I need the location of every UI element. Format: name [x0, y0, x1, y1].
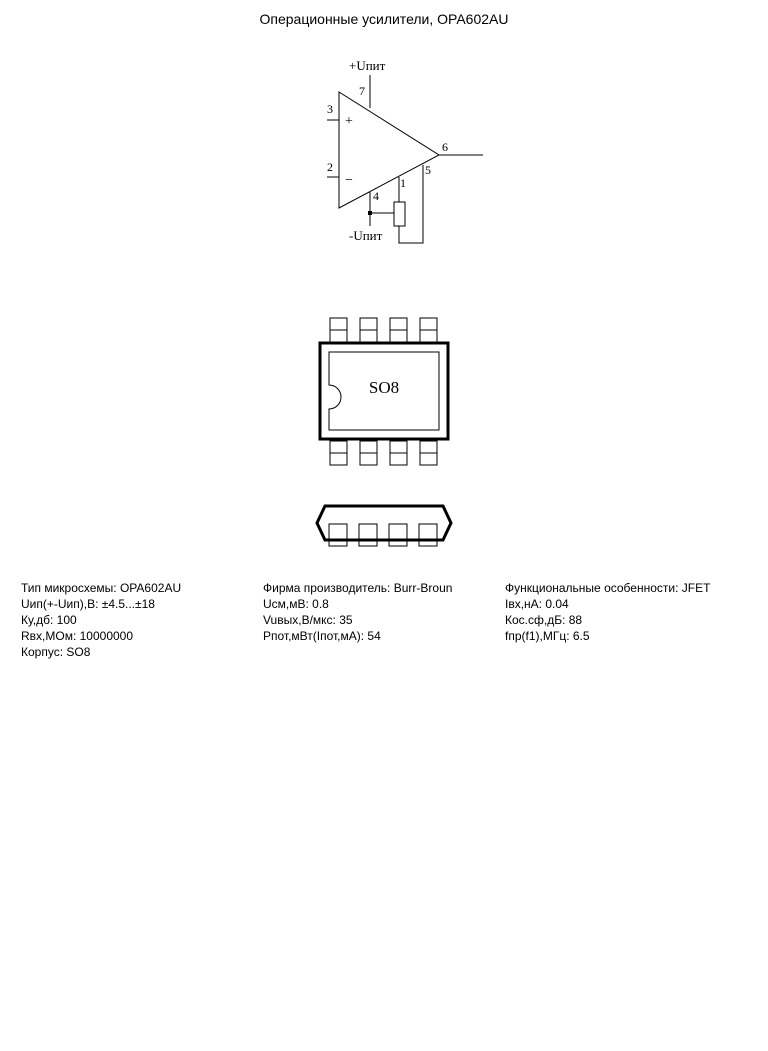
spec-bandwidth: fпр(f1),МГц: 6.5: [505, 629, 590, 643]
side-pin: [329, 524, 347, 546]
spec-input-current: Iвх,нА: 0.04: [505, 597, 569, 611]
pin-3-label: 3: [327, 102, 333, 116]
side-body: [317, 506, 451, 540]
pin-5-label: 5: [425, 163, 431, 177]
specs-column-1: [21, 580, 181, 660]
pin-7-label: 7: [359, 84, 365, 98]
package-label: SO8: [368, 378, 400, 397]
spec-offset-voltage: Uсм,мВ: 0.8: [263, 597, 329, 611]
spec-supply-voltage: Uип(+-Uип),В: ±4.5...±18: [21, 597, 155, 611]
spec-gain: Ку,дб: 100: [21, 613, 77, 627]
pin-4-label: 4: [373, 189, 379, 203]
specs-column-2: [263, 580, 452, 644]
spec-power: Pпот,мВт(Iпот,мА): 54: [263, 629, 381, 643]
page-title: Операционные усилители, OPA602AU: [259, 11, 509, 27]
spec-input-resistance: Rвх,МОм: 10000000: [21, 629, 134, 643]
spec-chip-type: Тип микросхемы: OPA602AU: [21, 581, 182, 595]
specs-column-3: [505, 580, 710, 644]
spec-features: Функциональные особенности: JFET: [505, 581, 711, 595]
minus-sign: −: [345, 173, 353, 188]
pin-1-label: 1: [400, 176, 406, 190]
pin-6-label: 6: [442, 140, 448, 154]
spec-slew-rate: Vuвых,В/мкс: 35: [263, 613, 353, 627]
side-pin: [389, 524, 407, 546]
supply-pos-label: +Uпит: [349, 58, 386, 73]
side-pin: [359, 524, 377, 546]
plus-sign: +: [345, 114, 353, 129]
spec-manufacturer: Фирма производитель: Burr-Broun: [263, 581, 453, 595]
pin-2-label: 2: [327, 160, 333, 174]
supply-neg-label: -Uпит: [349, 228, 383, 243]
spec-package: Корпус: SO8: [21, 645, 91, 659]
side-pin: [419, 524, 437, 546]
spec-cmrr: Кос.сф,дБ: 88: [505, 613, 583, 627]
